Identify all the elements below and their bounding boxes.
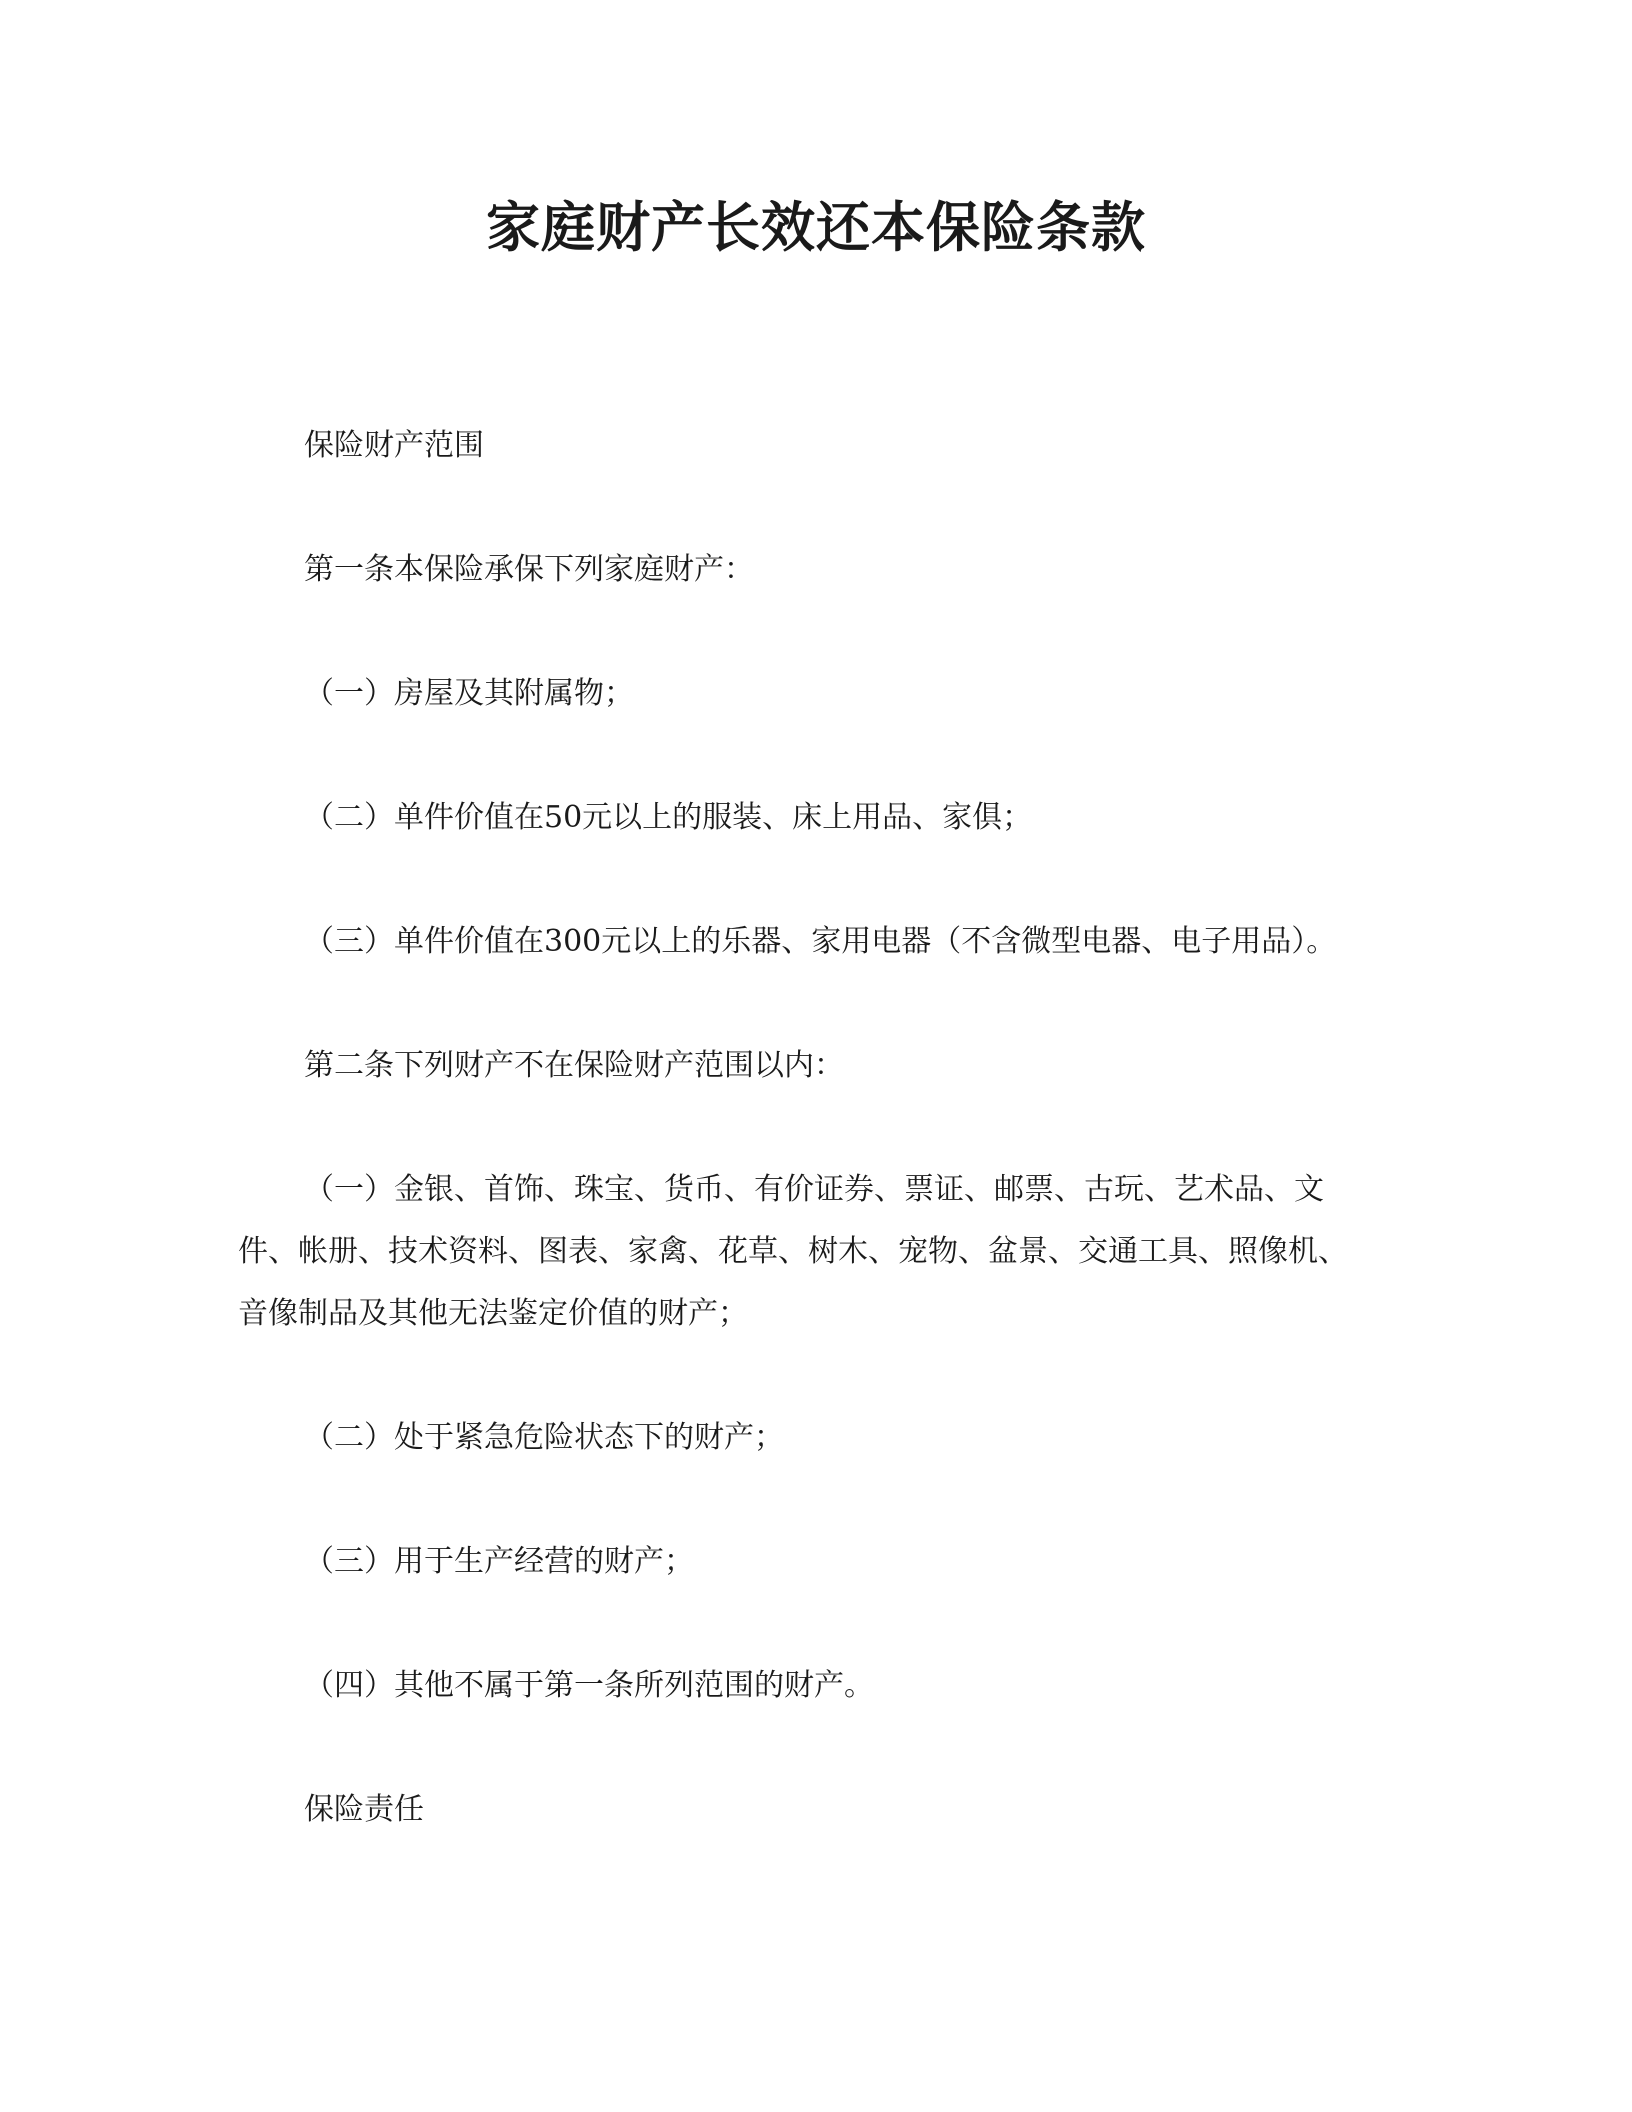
article-1-item-1: （一）房屋及其附属物； — [304, 676, 634, 711]
article-2-item-1-line-1: （一）金银、首饰、珠宝、货币、有价证券、票证、邮票、古玩、艺术品、文 — [304, 1172, 1324, 1207]
article-1-item-2: （二）单件价值在50元以上的服装、床上用品、家俱； — [304, 800, 1033, 835]
document-title: 家庭财产长效还本保险条款 — [486, 196, 1146, 259]
article-2-item-2: （二）处于紧急危险状态下的财产； — [304, 1420, 784, 1455]
section-heading-insured-property-scope: 保险财产范围 — [304, 428, 484, 463]
article-1-paragraph: 第一条本保险承保下列家庭财产： — [304, 552, 754, 587]
article-2-paragraph: 第二条下列财产不在保险财产范围以内： — [304, 1048, 844, 1083]
article-1-item-3: （三）单件价值在300元以上的乐器、家用电器（不含微型电器、电子用品）。 — [304, 924, 1337, 959]
article-2-item-4: （四）其他不属于第一条所列范围的财产。 — [304, 1668, 874, 1703]
article-2-item-3: （三）用于生产经营的财产； — [304, 1544, 694, 1579]
article-2-item-1-line-3: 音像制品及其他无法鉴定价值的财产； — [238, 1296, 748, 1331]
article-2-item-1 — [238, 1159, 1398, 1345]
section-heading-insurance-liability: 保险责任 — [304, 1792, 424, 1827]
article-2-item-1-line-2: 件、帐册、技术资料、图表、家禽、花草、树木、宠物、盆景、交通工具、照像机、 — [238, 1234, 1348, 1269]
